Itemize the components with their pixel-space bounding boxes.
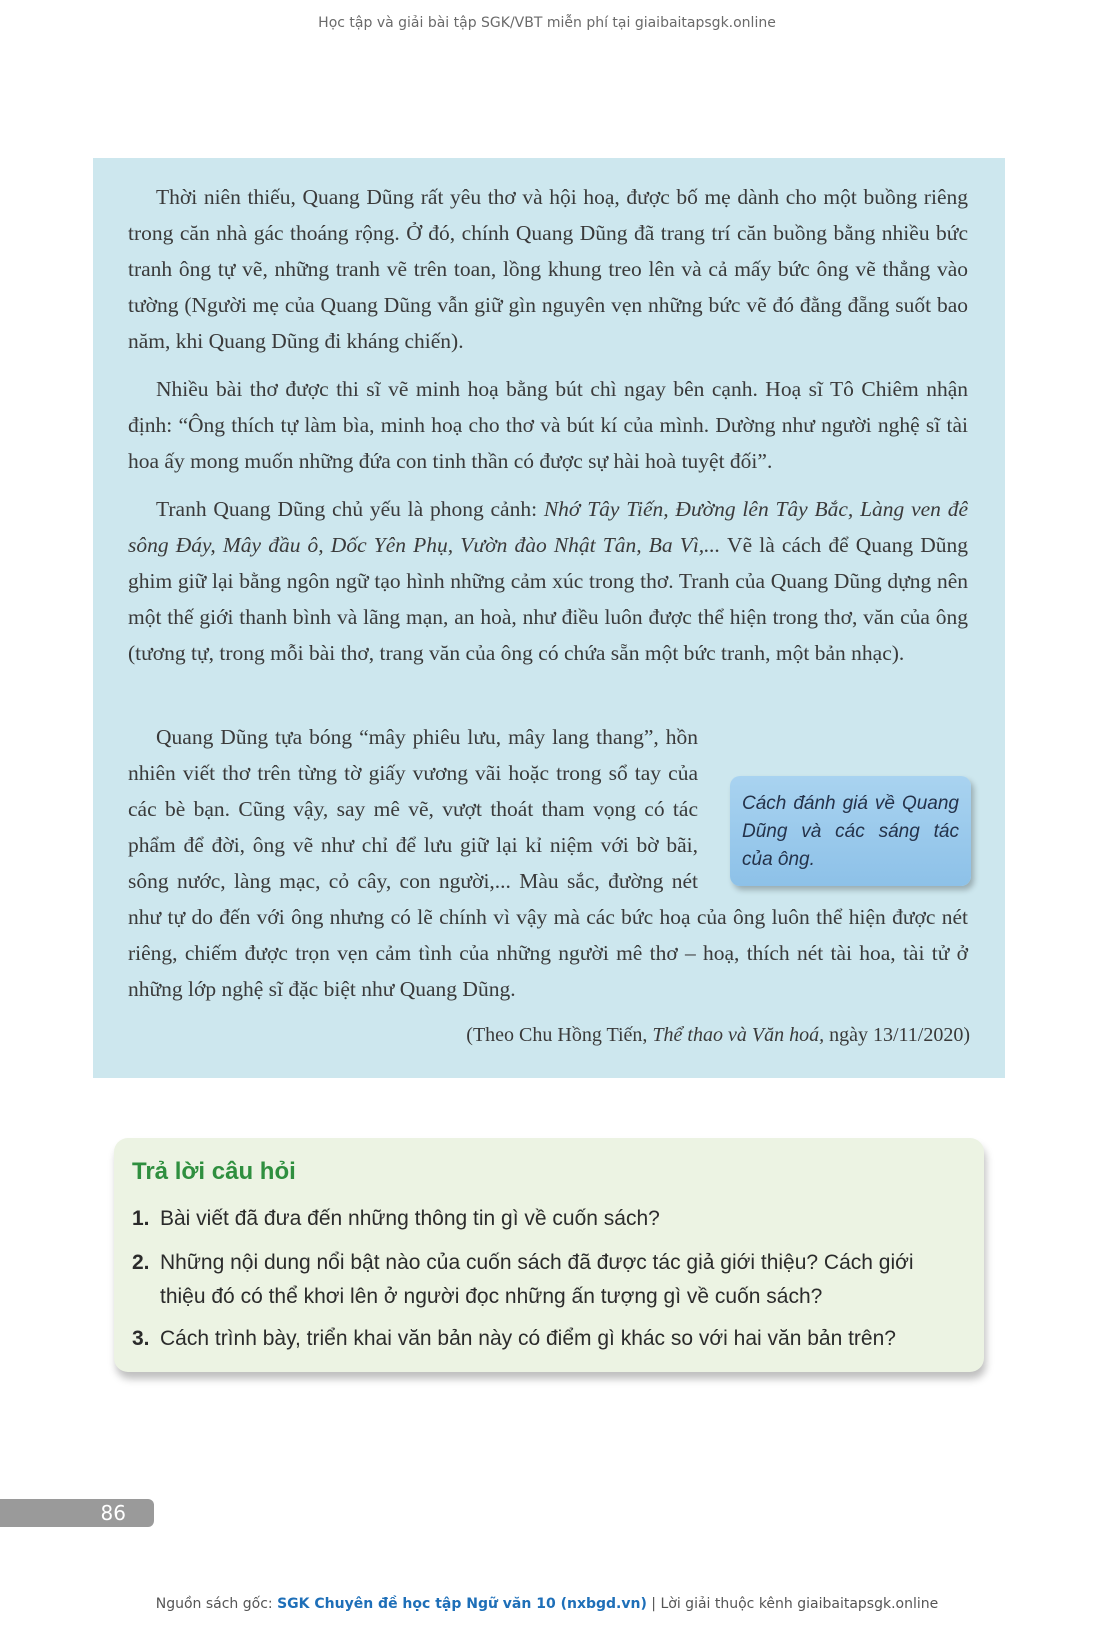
footer-suffix: | Lời giải thuộc kênh giaibaitapsgk.online <box>646 1596 939 1612</box>
questions-box <box>114 1138 984 1372</box>
question-3-number: 3. <box>132 1327 150 1350</box>
reading-passage-box <box>93 158 1005 1078</box>
footer <box>0 1596 1094 1612</box>
side-note-box: Cách đánh giá về Quang Dũng và các sáng tác của ông. <box>730 776 971 886</box>
painting-titles: Nhớ Tây Tiến, Đường lên Tây Bắc, Làng ven đê sông Đáy, Mây đầu ô, Dốc Yên Phụ, Vườn đào Nhật Tân, Ba Vì,... <box>128 497 968 557</box>
question-3 <box>132 1322 962 1356</box>
question-1-text: Bài viết đã đưa đến những thông tin gì về cuốn sách? <box>160 1207 660 1230</box>
question-2-number: 2. <box>132 1251 150 1274</box>
citation-source: Thể thao và Văn hoá, <box>652 1024 825 1046</box>
question-3-text: Cách trình bày, triển khai văn bản này có điểm gì khác so với hai văn bản trên? <box>160 1327 896 1350</box>
top-banner: Học tập và giải bài tập SGK/VBT miễn phí tại giaibaitapsgk.online <box>318 15 776 31</box>
citation-date: ngày 13/11/2020) <box>824 1024 970 1046</box>
paragraph-3 <box>128 491 968 671</box>
paragraph-4-text: Quang Dũng tựa bóng “mây phiêu lưu, mây lang thang”, hồn nhiên viết thơ trên từng tờ giấy vương vãi hoặc trong sổ tay của các bè bạn. Cũng vậy, say mê vẽ, vượt thoát tham vọng có tác phẩm để đời, ông vẽ như chỉ để lưu giữ lại kỉ niệm với bờ bãi, sông nước, làng mạc, cỏ cây, con người,... Màu sắc, đường nét như tự do đến với ông nhưng có lẽ chính vì vậy mà các bức hoạ của ông luôn thể hiện được nét riêng, chiếm được trọn vẹn cảm tình của những người mê thơ – hoạ, thích nét tài hoa, tài tử ở những lớp nghệ sĩ đặc biệt như Quang Dũng. <box>128 725 968 1001</box>
footer-prefix: Nguồn sách gốc: <box>155 1596 278 1612</box>
question-1-number: 1. <box>132 1207 150 1230</box>
question-1 <box>132 1202 962 1236</box>
question-2 <box>132 1246 962 1314</box>
question-2-text: Những nội dung nổi bật nào của cuốn sách đã được tác giả giới thiệu? Cách giới thiệu đó có thể khơi lên ở người đọc những ấn tượng gì về cuốn sách? <box>160 1251 914 1308</box>
citation <box>466 1024 970 1047</box>
footer-source-link[interactable]: SGK Chuyên đề học tập Ngữ văn 10 (nxbgd.vn) <box>277 1596 647 1612</box>
page-number-tab <box>0 1499 154 1527</box>
citation-author: (Theo Chu Hồng Tiến, <box>466 1024 653 1046</box>
paragraph-2: Nhiều bài thơ được thi sĩ vẽ minh hoạ bằng bút chì ngay bên cạnh. Hoạ sĩ Tô Chiêm nhận định: “Ông thích tự làm bìa, minh hoạ cho thơ và bút kí của mình. Dường như người nghệ sĩ tài hoa ấy mong muốn những đứa con tinh thần có được sự hài hoà tuyệt đối”. <box>128 377 968 473</box>
paragraph-3-intro: Tranh Quang Dũng chủ yếu là phong cảnh: <box>156 497 544 521</box>
page-number: 86 <box>100 1501 126 1525</box>
paragraph-3-rest: Vẽ là cách để Quang Dũng ghim giữ lại bằng ngôn ngữ tạo hình những cảm xúc trong thơ. Tranh của Quang Dũng dựng nên một thế giới thanh bình và lãng mạn, an hoà, như điều luôn được thể hiện trong thơ, văn của ông (tương tự, trong mỗi bài thơ, trang văn của ông có chứa sẵn một bức tranh, một bản nhạc). <box>128 533 968 665</box>
questions-title: Trả lời câu hỏi <box>132 1158 296 1185</box>
paragraph-1: Thời niên thiếu, Quang Dũng rất yêu thơ và hội hoạ, được bố mẹ dành cho một buồng riêng trong căn nhà gác thoáng rộng. Ở đó, chính Quang Dũng đã trang trí căn buồng bằng nhiều bức tranh ông tự vẽ, những tranh vẽ trên toan, lồng khung treo lên và cả mấy bức ông vẽ thẳng vào tường (Người mẹ của Quang Dũng vẫn giữ gìn nguyên vẹn những bức vẽ đó đằng đẵng suốt bao năm, khi Quang Dũng đi kháng chiến). <box>128 185 968 353</box>
